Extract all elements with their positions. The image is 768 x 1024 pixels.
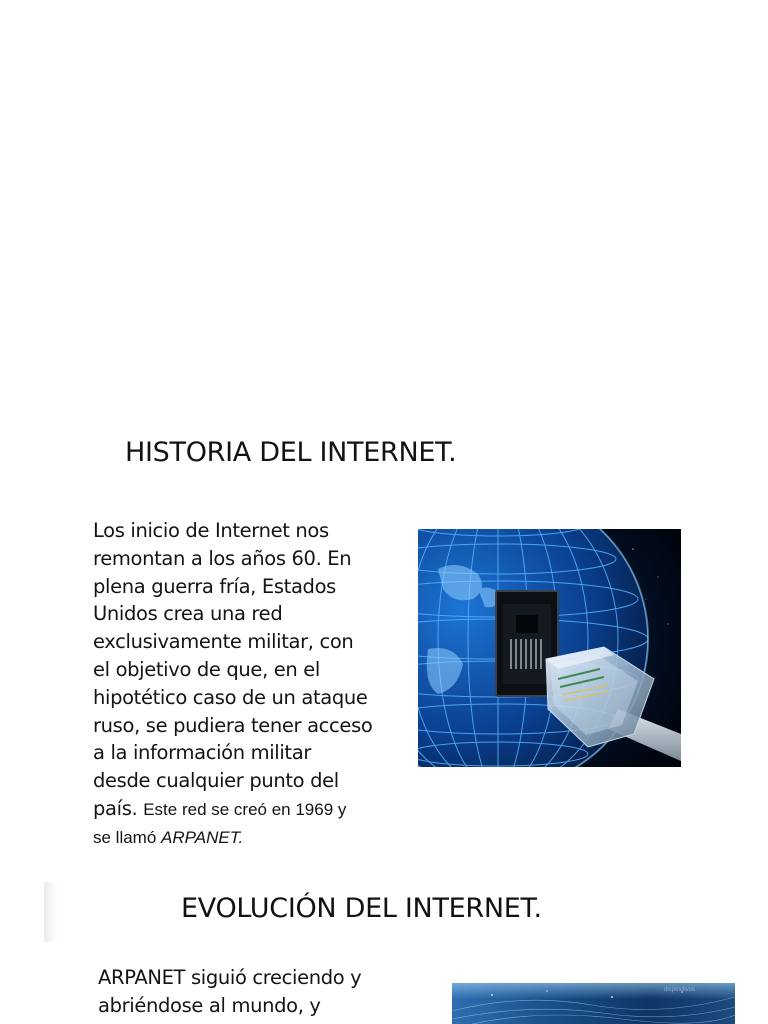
arpanet-emphasis: ARPANET.: [161, 827, 244, 847]
evolucion-paragraph: [98, 964, 428, 1020]
globe-network-cable-icon: [418, 529, 681, 767]
paragraph-fragment-small: Este red se creó en 1969 y: [143, 799, 347, 819]
globe-network-cable-image: [418, 529, 681, 767]
paragraph-fragment: se llamó: [93, 827, 157, 847]
section-heading-historia: HISTORIA DEL INTERNET.: [125, 437, 457, 468]
paragraph-fragment: país.: [93, 796, 138, 820]
paragraph-line: a la información militar: [93, 741, 311, 765]
paragraph-line: el objetivo de que, en el: [93, 657, 320, 681]
banner-caption: dispositivos: [664, 987, 696, 993]
paragraph-line: ARPANET siguió creciendo y: [98, 966, 362, 989]
paragraph-line-mixed: [93, 795, 423, 824]
paragraph-line: exclusivamente militar, con: [93, 630, 354, 654]
paragraph-line: ruso, se pudiera tener acceso: [93, 713, 373, 737]
blue-network-banner-image: [452, 983, 735, 1024]
paragraph-line: abriéndose al mundo, y: [98, 994, 321, 1017]
paragraph-line: hipotético caso de un ataque: [93, 685, 368, 709]
paragraph-line: Los inicio de Internet nos: [93, 519, 329, 542]
section-heading-evolucion: EVOLUCIÓN DEL INTERNET.: [181, 893, 542, 924]
scan-artifact: [44, 882, 58, 942]
historia-paragraph: [93, 517, 423, 852]
paragraph-line: remontan a los años 60. En: [93, 546, 352, 570]
paragraph-line-final: [93, 824, 423, 852]
paragraph-line: Unidos crea una red: [93, 602, 283, 626]
paragraph-line: desde cualquier punto del: [93, 769, 339, 793]
paragraph-line: plena guerra fría, Estados: [93, 574, 336, 598]
